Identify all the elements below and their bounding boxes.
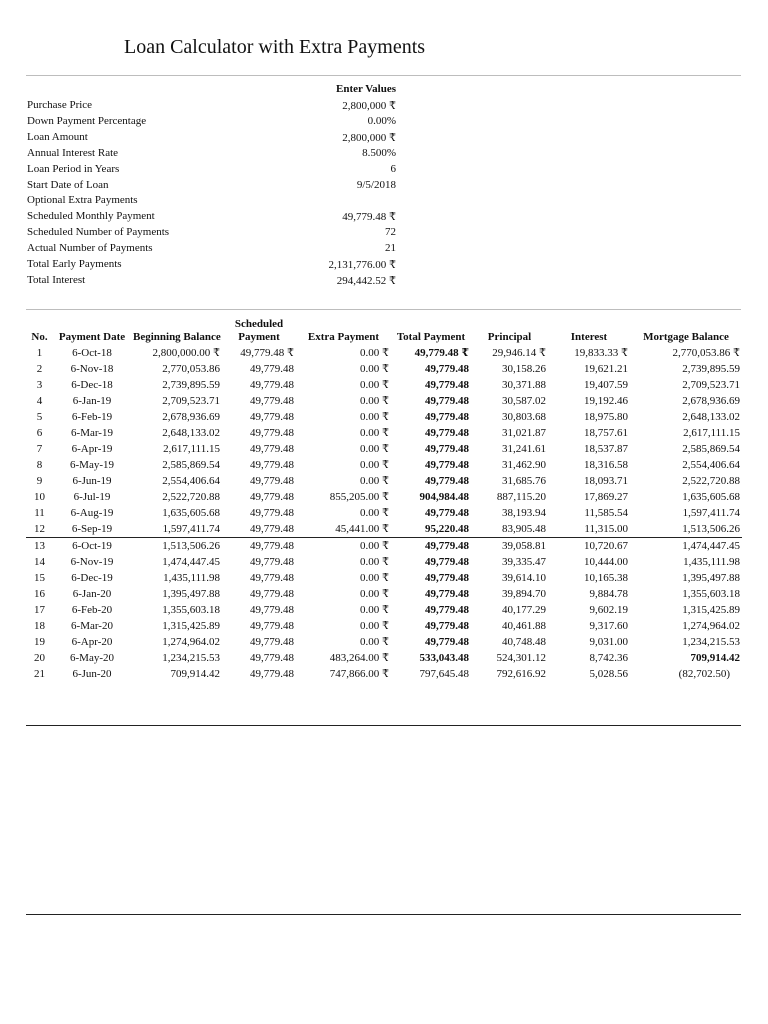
cell-beginning-balance: 1,234,215.53 — [162, 651, 220, 664]
cell-mortgage-balance: 709,914.42 — [690, 651, 740, 664]
cell-scheduled-payment: 49,779.48 — [250, 539, 294, 552]
footer-divider-bottom — [26, 914, 741, 915]
cell-no: 10 — [34, 490, 45, 503]
input-label: Start Date of Loan — [27, 178, 109, 191]
table-row — [26, 489, 742, 505]
table-row — [26, 441, 742, 457]
input-row — [27, 258, 399, 274]
cell-interest: 18,757.61 — [584, 426, 628, 439]
cell-mortgage-balance: 1,315,425.89 — [682, 603, 740, 616]
cell-no: 19 — [34, 635, 45, 648]
cell-interest: 17,869.27 — [584, 490, 628, 503]
input-row — [27, 179, 399, 195]
cell-payment-date: 6-Apr-19 — [71, 442, 113, 455]
input-row — [27, 163, 399, 179]
input-value: 6 — [390, 162, 396, 175]
cell-beginning-balance: 2,648,133.02 — [162, 426, 220, 439]
input-label: Scheduled Monthly Payment — [27, 210, 155, 223]
cell-extra-payment: 747,866.00 ₹ — [329, 667, 389, 680]
cell-total-payment: 49,779.48 — [425, 539, 469, 552]
cell-extra-payment: 855,205.00 ₹ — [329, 490, 389, 503]
cell-payment-date: 6-May-20 — [70, 651, 114, 664]
cell-extra-payment: 0.00 ₹ — [360, 539, 389, 552]
cell-scheduled-payment: 49,779.48 — [250, 442, 294, 455]
cell-total-payment: 49,779.48 — [425, 362, 469, 375]
cell-extra-payment: 0.00 ₹ — [360, 346, 389, 359]
input-value: 0.00% — [367, 114, 396, 127]
cell-payment-date: 6-Jan-20 — [72, 587, 112, 600]
cell-total-payment: 49,779.48 — [425, 555, 469, 568]
cell-principal: 30,587.02 — [502, 394, 546, 407]
table-row — [26, 650, 742, 666]
cell-extra-payment: 0.00 ₹ — [360, 571, 389, 584]
table-row — [26, 473, 742, 489]
section-divider — [26, 309, 741, 310]
cell-no: 14 — [34, 555, 45, 568]
cell-scheduled-payment: 49,779.48 — [250, 410, 294, 423]
table-header-row — [26, 317, 742, 345]
cell-no: 5 — [36, 410, 43, 423]
cell-scheduled-payment: 49,779.48 — [250, 555, 294, 568]
cell-principal: 31,685.76 — [502, 474, 546, 487]
input-label: Loan Amount — [27, 130, 88, 143]
cell-extra-payment: 45,441.00 ₹ — [296, 521, 391, 538]
cell-extra-payment: 0.00 ₹ — [360, 603, 389, 616]
cell-interest: 19,407.59 — [584, 378, 628, 391]
cell-mortgage-balance: 2,554,406.64 — [682, 458, 740, 471]
cell-principal: 30,371.88 — [502, 378, 546, 391]
cell-mortgage-balance: (82,702.50) — [678, 667, 730, 680]
table-row — [26, 602, 742, 618]
cell-extra-payment: 0.00 ₹ — [360, 458, 389, 471]
cell-no: 9 — [36, 474, 43, 487]
cell-interest: 18,316.58 — [584, 458, 628, 471]
cell-scheduled-payment: 49,779.48 — [250, 667, 294, 680]
cell-payment-date: 6-Dec-19 — [71, 571, 113, 584]
cell-no: 13 — [34, 539, 45, 552]
cell-extra-payment: 483,264.00 ₹ — [329, 651, 389, 664]
cell-total-payment: 49,779.48 — [425, 378, 469, 391]
cell-no: 18 — [34, 619, 45, 632]
cell-interest: 18,537.87 — [584, 442, 628, 455]
input-row — [27, 131, 399, 147]
cell-total-payment: 49,779.48 — [425, 394, 469, 407]
cell-payment-date: 6-Jun-19 — [72, 474, 112, 487]
input-label: Total Early Payments — [27, 258, 122, 270]
cell-scheduled-payment: 49,779.48 — [250, 506, 294, 519]
cell-mortgage-balance: 1,395,497.88 — [682, 571, 740, 584]
cell-total-payment: 49,779.48 — [425, 571, 469, 584]
cell-total-payment: 49,779.48 — [425, 635, 469, 648]
cell-mortgage-balance: 2,617,111.15 — [683, 426, 740, 439]
input-value: 2,131,776.00 ₹ — [328, 259, 396, 271]
cell-beginning-balance: 2,554,406.64 — [162, 474, 220, 487]
cell-beginning-balance: 709,914.42 — [170, 667, 220, 680]
cell-total-payment: 49,779.48 — [425, 426, 469, 439]
cell-scheduled-payment: 49,779.48 — [250, 362, 294, 375]
cell-principal: 30,803.68 — [502, 410, 546, 423]
input-label: Scheduled Number of Payments — [27, 226, 170, 239]
cell-principal: 887,115.20 — [496, 490, 546, 503]
cell-payment-date: 6-Nov-19 — [70, 555, 114, 568]
input-row — [27, 115, 399, 131]
table-row — [26, 618, 742, 634]
cell-beginning-balance: 2,770,053.86 — [162, 362, 220, 375]
cell-principal: 39,058.81 — [502, 539, 546, 552]
cell-no: 12 — [26, 521, 53, 538]
cell-beginning-balance: 2,522,720.88 — [162, 490, 220, 503]
cell-payment-date: 6-Mar-20 — [71, 619, 113, 632]
cell-payment-date: 6-Feb-19 — [71, 410, 113, 423]
cell-interest: 19,833.33 ₹ — [574, 346, 628, 359]
input-value: 9/5/2018 — [356, 178, 396, 191]
cell-mortgage-balance: 1,234,215.53 — [682, 635, 740, 648]
cell-beginning-balance: 1,597,411.74 — [131, 521, 222, 538]
cell-extra-payment: 0.00 ₹ — [360, 635, 389, 648]
col-header-mortgage-balance: Mortgage Balance — [643, 331, 729, 343]
table-row — [26, 377, 742, 393]
input-label: Total Interest — [27, 273, 86, 286]
table-row — [26, 521, 742, 538]
cell-no: 2 — [36, 362, 43, 375]
cell-principal: 792,616.92 — [496, 667, 546, 680]
cell-interest: 9,884.78 — [589, 587, 628, 600]
cell-scheduled-payment: 49,779.48 — [250, 571, 294, 584]
table-row — [26, 666, 742, 682]
title-divider — [26, 75, 741, 76]
cell-no: 20 — [34, 651, 45, 664]
cell-interest: 10,444.00 — [584, 555, 628, 568]
cell-extra-payment: 0.00 ₹ — [360, 587, 389, 600]
input-label: Loan Period in Years — [27, 162, 120, 175]
cell-no: 8 — [36, 458, 43, 471]
cell-total-payment: 797,645.48 — [419, 667, 469, 680]
table-row — [26, 361, 742, 377]
cell-interest: 18,975.80 — [584, 410, 628, 423]
cell-principal: 40,748.48 — [502, 635, 546, 648]
cell-principal: 31,241.61 — [502, 442, 546, 455]
cell-mortgage-balance: 1,435,111.98 — [683, 555, 740, 568]
cell-scheduled-payment: 49,779.48 — [250, 587, 294, 600]
cell-beginning-balance: 2,678,936.69 — [162, 410, 220, 423]
cell-mortgage-balance: 2,678,936.69 — [682, 394, 740, 407]
cell-total-payment: 904,984.48 — [419, 490, 469, 503]
cell-principal: 39,614.10 — [502, 571, 546, 584]
table-row — [26, 425, 742, 441]
cell-scheduled-payment: 49,779.48 ₹ — [240, 346, 294, 359]
cell-principal: 31,021.87 — [502, 426, 546, 439]
table-row — [26, 393, 742, 409]
input-value: 294,442.52 ₹ — [336, 274, 396, 287]
table-row — [26, 554, 742, 570]
cell-no: 6 — [36, 426, 43, 439]
cell-payment-date: 6-May-19 — [70, 458, 114, 471]
cell-mortgage-balance: 2,648,133.02 — [682, 410, 740, 423]
cell-mortgage-balance: 1,513,506.26 — [630, 521, 742, 538]
cell-extra-payment: 0.00 ₹ — [360, 394, 389, 407]
cell-payment-date: 6-Jun-20 — [72, 667, 112, 680]
cell-scheduled-payment: 49,779.48 — [250, 619, 294, 632]
cell-interest: 9,602.19 — [589, 603, 628, 616]
cell-total-payment: 49,779.48 — [425, 474, 469, 487]
cell-no: 15 — [34, 571, 45, 584]
input-row — [27, 242, 399, 258]
cell-payment-date: 6-Nov-18 — [70, 362, 114, 375]
enter-values-header: Enter Values — [335, 83, 396, 95]
table-row — [26, 409, 742, 425]
cell-interest: 19,192.46 — [584, 394, 628, 407]
input-row — [27, 226, 399, 242]
col-header-extra-payment: Extra Payment — [307, 331, 380, 343]
cell-scheduled-payment: 49,779.48 — [250, 651, 294, 664]
cell-mortgage-balance: 1,474,447.45 — [682, 539, 740, 552]
table-row — [26, 570, 742, 586]
input-row — [27, 210, 399, 226]
cell-extra-payment: 0.00 ₹ — [360, 442, 389, 455]
cell-extra-payment: 0.00 ₹ — [360, 362, 389, 375]
cell-payment-date: 6-Dec-18 — [71, 378, 113, 391]
input-label: Purchase Price — [27, 99, 93, 111]
cell-beginning-balance: 1,474,447.45 — [162, 555, 220, 568]
cell-beginning-balance: 2,709,523.71 — [162, 394, 220, 407]
cell-principal: 83,905.48 — [471, 521, 548, 538]
cell-principal: 40,461.88 — [502, 619, 546, 632]
cell-beginning-balance: 1,315,425.89 — [162, 619, 220, 632]
col-header-total-payment: Total Payment — [396, 331, 466, 343]
cell-no: 4 — [36, 394, 43, 407]
cell-extra-payment: 0.00 ₹ — [360, 426, 389, 439]
col-header-scheduled-payment: Scheduled Payment — [234, 318, 284, 343]
cell-total-payment: 49,779.48 — [425, 506, 469, 519]
cell-scheduled-payment: 49,779.48 — [250, 458, 294, 471]
cell-total-payment: 49,779.48 ₹ — [414, 346, 469, 359]
cell-beginning-balance: 2,585,869.54 — [162, 458, 220, 471]
cell-interest: 5,028.56 — [589, 667, 628, 680]
cell-scheduled-payment: 49,779.48 — [222, 521, 296, 538]
footer-divider-top — [26, 725, 741, 726]
cell-mortgage-balance: 2,522,720.88 — [682, 474, 740, 487]
cell-payment-date: 6-Oct-19 — [72, 539, 112, 552]
cell-principal: 38,193.94 — [502, 506, 546, 519]
cell-total-payment: 95,220.48 — [391, 521, 471, 538]
col-header-payment-date: Payment Date — [58, 331, 126, 343]
cell-payment-date: 6-Jan-19 — [72, 394, 112, 407]
cell-principal: 31,462.90 — [502, 458, 546, 471]
cell-interest: 8,742.36 — [589, 651, 628, 664]
cell-scheduled-payment: 49,779.48 — [250, 635, 294, 648]
cell-interest: 11,315.00 — [548, 521, 630, 538]
input-label: Optional Extra Payments — [27, 194, 138, 207]
cell-principal: 29,946.14 ₹ — [492, 346, 546, 359]
cell-payment-date: 6-Oct-18 — [72, 346, 112, 359]
cell-extra-payment: 0.00 ₹ — [360, 410, 389, 423]
cell-scheduled-payment: 49,779.48 — [250, 490, 294, 503]
cell-payment-date: 6-Feb-20 — [71, 603, 113, 616]
cell-extra-payment: 0.00 ₹ — [360, 619, 389, 632]
input-value: 8.500% — [362, 146, 396, 159]
cell-payment-date: 6-Aug-19 — [70, 506, 114, 519]
cell-payment-date: 6-Apr-20 — [71, 635, 113, 648]
input-value: 2,800,000 ₹ — [342, 131, 396, 144]
cell-scheduled-payment: 49,779.48 — [250, 603, 294, 616]
cell-interest: 10,720.67 — [584, 539, 628, 552]
cell-total-payment: 49,779.48 — [425, 619, 469, 632]
col-header-interest: Interest — [570, 331, 608, 343]
input-label: Actual Number of Payments — [27, 242, 153, 255]
cell-mortgage-balance: 1,274,964.02 — [682, 619, 740, 632]
cell-interest: 9,317.60 — [589, 619, 628, 632]
input-value: 49,779.48 ₹ — [342, 211, 396, 224]
cell-total-payment: 49,779.48 — [425, 442, 469, 455]
cell-total-payment: 49,779.48 — [425, 603, 469, 616]
cell-mortgage-balance: 1,597,411.74 — [682, 506, 740, 519]
cell-no: 1 — [36, 346, 43, 359]
cell-scheduled-payment: 49,779.48 — [250, 474, 294, 487]
table-row — [26, 457, 742, 473]
col-header-beginning-balance: Beginning Balance — [133, 331, 221, 343]
table-row — [26, 538, 742, 555]
cell-beginning-balance: 1,274,964.02 — [162, 635, 220, 648]
cell-no: 21 — [34, 667, 45, 680]
input-row — [27, 147, 399, 163]
cell-mortgage-balance: 1,355,603.18 — [682, 587, 740, 600]
cell-mortgage-balance: 2,585,869.54 — [682, 442, 740, 455]
cell-no: 7 — [36, 442, 43, 455]
input-row — [27, 274, 399, 290]
cell-extra-payment: 0.00 ₹ — [360, 506, 389, 519]
cell-beginning-balance: 2,739,895.59 — [162, 378, 220, 391]
cell-interest: 11,585.54 — [584, 506, 628, 519]
cell-beginning-balance: 1,635,605.68 — [162, 506, 220, 519]
col-header-principal: Principal — [487, 331, 532, 343]
cell-beginning-balance: 1,355,603.18 — [162, 603, 220, 616]
cell-scheduled-payment: 49,779.48 — [250, 378, 294, 391]
cell-mortgage-balance: 1,635,605.68 — [682, 490, 740, 503]
table-row — [26, 345, 742, 361]
cell-total-payment: 49,779.48 — [425, 410, 469, 423]
cell-beginning-balance: 1,435,111.98 — [163, 571, 220, 584]
cell-scheduled-payment: 49,779.48 — [250, 426, 294, 439]
cell-interest: 9,031.00 — [589, 635, 628, 648]
cell-mortgage-balance: 2,770,053.86 ₹ — [672, 346, 740, 359]
cell-no: 11 — [34, 506, 45, 519]
cell-scheduled-payment: 49,779.48 — [250, 394, 294, 407]
cell-payment-date: 6-Jul-19 — [73, 490, 111, 503]
cell-principal: 39,335.47 — [502, 555, 546, 568]
table-row — [26, 586, 742, 602]
page-title: Loan Calculator with Extra Payments — [124, 36, 426, 58]
cell-payment-date: 6-Mar-19 — [71, 426, 113, 439]
cell-principal: 40,177.29 — [502, 603, 546, 616]
cell-total-payment: 533,043.48 — [419, 651, 469, 664]
input-value: 2,800,000 ₹ — [342, 100, 396, 112]
cell-interest: 19,621.21 — [584, 362, 628, 375]
cell-principal: 39,894.70 — [502, 587, 546, 600]
cell-extra-payment: 0.00 ₹ — [360, 378, 389, 391]
cell-total-payment: 49,779.48 — [425, 587, 469, 600]
cell-beginning-balance: 2,617,111.15 — [163, 442, 220, 455]
input-label: Down Payment Percentage — [27, 114, 147, 127]
cell-mortgage-balance: 2,739,895.59 — [682, 362, 740, 375]
cell-mortgage-balance: 2,709,523.71 — [682, 378, 740, 391]
input-row — [27, 99, 399, 115]
table-row — [26, 505, 742, 521]
cell-beginning-balance: 1,395,497.88 — [162, 587, 220, 600]
input-value: 72 — [385, 226, 396, 239]
cell-beginning-balance: 1,513,506.26 — [162, 539, 220, 552]
cell-payment-date: 6-Sep-19 — [53, 521, 131, 538]
input-value: 21 — [385, 242, 396, 255]
cell-interest: 10,165.38 — [584, 571, 628, 584]
cell-no: 16 — [34, 587, 45, 600]
cell-no: 17 — [34, 603, 45, 616]
cell-beginning-balance: 2,800,000.00 ₹ — [152, 346, 220, 359]
col-header-no: No. — [31, 331, 48, 343]
input-row — [27, 194, 399, 210]
cell-total-payment: 49,779.48 — [425, 458, 469, 471]
input-label: Annual Interest Rate — [27, 146, 119, 159]
cell-principal: 30,158.26 — [502, 362, 546, 375]
cell-no: 3 — [36, 378, 43, 391]
cell-extra-payment: 0.00 ₹ — [360, 474, 389, 487]
table-row — [26, 634, 742, 650]
cell-principal: 524,301.12 — [496, 651, 546, 664]
cell-interest: 18,093.71 — [584, 474, 628, 487]
cell-extra-payment: 0.00 ₹ — [360, 555, 389, 568]
amortization-table — [26, 317, 742, 682]
